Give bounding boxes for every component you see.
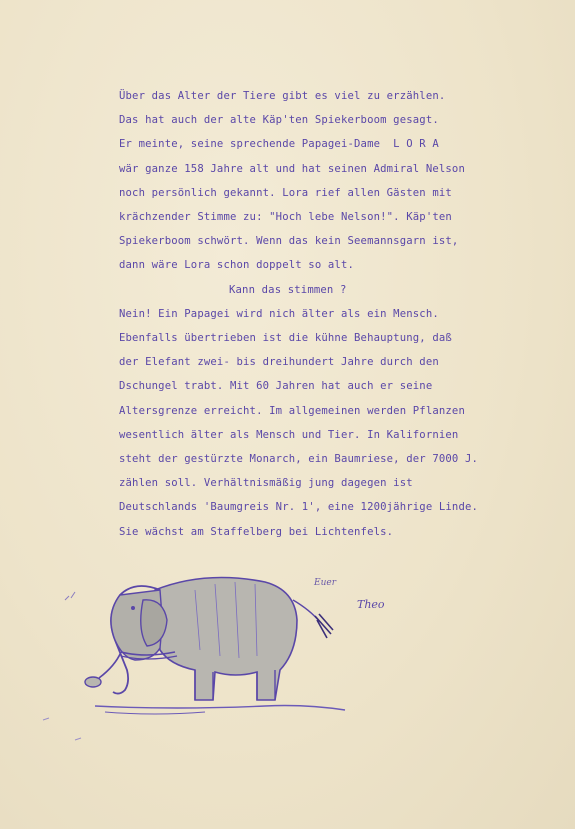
letter-line: wesentlich älter als Mensch und Tier. In Kalifornien [119,428,459,441]
letter-line: steht der gestürzte Monarch, ein Baumriese, der 7000 J. [119,453,479,466]
signature-name: Theo [357,598,385,611]
letter-line: zählen soll. Verhältnismäßig jung dagegen ist [119,477,413,490]
letter-line: Nein! Ein Papagei wird nich älter als ein Mensch. [119,307,439,320]
question-line: Kann das stimmen ? [229,283,347,296]
letter-line: Das hat auch der alte Käp'ten Spiekerboom gesagt. [119,114,439,127]
letter-line: dann wäre Lora schon doppelt so alt. [119,259,355,272]
letter-line: Sie wächst am Staffelberg bei Lichtenfels. [119,525,394,538]
letter-body [119,84,539,544]
letter-line: krächzender Stimme zu: "Hoch lebe Nelson!". Käp'ten [119,211,452,224]
letter-line: Über das Alter der Tiere gibt es viel zu erzählen. [119,90,446,102]
letter-line: noch persönlich gekannt. Lora rief allen Gästen mit [119,186,452,199]
letter-line: Ebenfalls übertrieben ist die kühne Behauptung, daß [119,332,452,345]
letter-line: Spiekerboom schwört. Wenn das kein Seemannsgarn ist, [119,235,459,248]
letter-line: wär ganze 158 Jahre alt und hat seinen Admiral Nelson [119,162,465,175]
signature-salutation: Euer [314,578,336,588]
letter-line: Deutschlands 'Baumgreis Nr. 1', eine 1200jährige Linde. [119,501,479,514]
letter-line: der Elefant zwei- bis dreihundert Jahre durch den [119,356,439,369]
letter-line: Dschungel trabt. Mit 60 Jahren hat auch er seine [119,380,433,393]
letter-line: Altersgrenze erreicht. Im allgemeinen werden Pflanzen [119,404,465,417]
elephant-sketch-icon [35,560,365,760]
letter-line: Er meinte, seine sprechende Papagei-Dame L O R A [119,138,439,151]
